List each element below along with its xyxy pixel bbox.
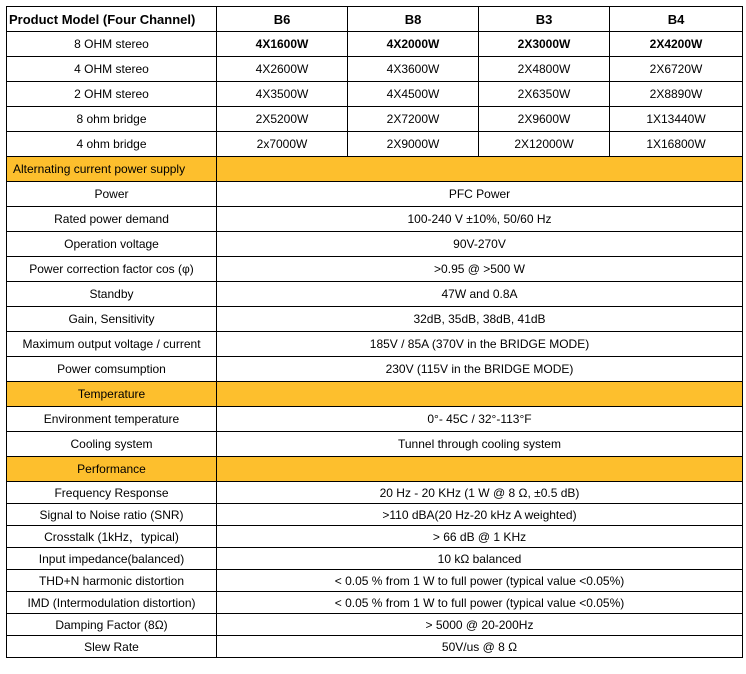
row-label: THD+N harmonic distortion	[7, 570, 217, 592]
spec-table	[6, 6, 743, 658]
table-row	[7, 182, 743, 207]
table-row	[7, 592, 743, 614]
model-b3: B3	[479, 7, 610, 32]
cell-value: 2X6720W	[610, 57, 743, 82]
table-row	[7, 570, 743, 592]
section-fill	[217, 382, 743, 407]
section-header-ac-power	[7, 157, 743, 182]
model-b4: B4	[610, 7, 743, 32]
cell-value: 2X6350W	[479, 82, 610, 107]
cell-value: 4X2600W	[217, 57, 348, 82]
cell-value: 2X7200W	[348, 107, 479, 132]
cell-value: 2x7000W	[217, 132, 348, 157]
model-label: Product Model (Four Channel)	[7, 7, 217, 32]
row-value: 100-240 V ±10%, 50/60 Hz	[217, 207, 743, 232]
row-value: >0.95 @ >500 W	[217, 257, 743, 282]
row-value: > 5000 @ 20-200Hz	[217, 614, 743, 636]
row-label: Slew Rate	[7, 636, 217, 658]
row-label: Maximum output voltage / current	[7, 332, 217, 357]
section-fill	[217, 157, 743, 182]
section-header-temperature	[7, 382, 743, 407]
row-label: 4 ohm bridge	[7, 132, 217, 157]
cell-value: 2X12000W	[479, 132, 610, 157]
row-value: 90V-270V	[217, 232, 743, 257]
row-value: >110 dBA(20 Hz-20 kHz A weighted)	[217, 504, 743, 526]
table-row	[7, 82, 743, 107]
table-row	[7, 614, 743, 636]
row-label: Standby	[7, 282, 217, 307]
row-label: Crosstalk (1kHz，typical)	[7, 526, 217, 548]
row-value: PFC Power	[217, 182, 743, 207]
row-label: Power correction factor cos (φ)	[7, 257, 217, 282]
row-value: 230V (115V in the BRIDGE MODE)	[217, 357, 743, 382]
row-label: Damping Factor (8Ω)	[7, 614, 217, 636]
table-row	[7, 504, 743, 526]
row-label: 8 ohm bridge	[7, 107, 217, 132]
row-value: > 66 dB @ 1 KHz	[217, 526, 743, 548]
row-label: Input impedance(balanced)	[7, 548, 217, 570]
row-label: 8 OHM stereo	[7, 32, 217, 57]
table-row	[7, 132, 743, 157]
row-value: 20 Hz - 20 KHz (1 W @ 8 Ω, ±0.5 dB)	[217, 482, 743, 504]
model-b6: B6	[217, 7, 348, 32]
section-title: Performance	[7, 457, 217, 482]
row-label: Gain, Sensitivity	[7, 307, 217, 332]
cell-value: 4X2000W	[348, 32, 479, 57]
cell-value: 2X9000W	[348, 132, 479, 157]
table-row	[7, 282, 743, 307]
row-value: 185V / 85A (370V in the BRIDGE MODE)	[217, 332, 743, 357]
row-label: 2 OHM stereo	[7, 82, 217, 107]
row-label: Rated power demand	[7, 207, 217, 232]
table-row	[7, 207, 743, 232]
cell-value: 2X4800W	[479, 57, 610, 82]
table-row	[7, 107, 743, 132]
table-row	[7, 232, 743, 257]
table-row	[7, 307, 743, 332]
cell-value: 2X3000W	[479, 32, 610, 57]
table-row	[7, 526, 743, 548]
cell-value: 2X4200W	[610, 32, 743, 57]
cell-value: 2X5200W	[217, 107, 348, 132]
row-label: Signal to Noise ratio (SNR)	[7, 504, 217, 526]
table-row	[7, 482, 743, 504]
table-row	[7, 636, 743, 658]
table-row	[7, 57, 743, 82]
row-label: Cooling system	[7, 432, 217, 457]
row-value: 32dB, 35dB, 38dB, 41dB	[217, 307, 743, 332]
section-title: Alternating current power supply	[7, 157, 217, 182]
cell-value: 4X1600W	[217, 32, 348, 57]
row-label: Power comsumption	[7, 357, 217, 382]
row-label: Power	[7, 182, 217, 207]
table-row	[7, 548, 743, 570]
cell-value: 1X13440W	[610, 107, 743, 132]
model-b8: B8	[348, 7, 479, 32]
cell-value: 4X3600W	[348, 57, 479, 82]
table-row	[7, 407, 743, 432]
row-label: Operation voltage	[7, 232, 217, 257]
row-value: 0°- 45C / 32°-113°F	[217, 407, 743, 432]
row-value: 47W and 0.8A	[217, 282, 743, 307]
row-label: IMD (Intermodulation distortion)	[7, 592, 217, 614]
cell-value: 1X16800W	[610, 132, 743, 157]
table-row	[7, 357, 743, 382]
table-row	[7, 257, 743, 282]
cell-value: 2X9600W	[479, 107, 610, 132]
section-header-performance	[7, 457, 743, 482]
table-row	[7, 332, 743, 357]
cell-value: 4X4500W	[348, 82, 479, 107]
cell-value: 2X8890W	[610, 82, 743, 107]
header-row	[7, 7, 743, 32]
section-title: Temperature	[7, 382, 217, 407]
row-value: 50V/us @ 8 Ω	[217, 636, 743, 658]
cell-value: 4X3500W	[217, 82, 348, 107]
row-label: 4 OHM stereo	[7, 57, 217, 82]
row-label: Frequency Response	[7, 482, 217, 504]
row-value: 10 kΩ balanced	[217, 548, 743, 570]
row-value: < 0.05 % from 1 W to full power (typical value <0.05%)	[217, 570, 743, 592]
table-row	[7, 32, 743, 57]
table-row	[7, 432, 743, 457]
row-label: Environment temperature	[7, 407, 217, 432]
row-value: Tunnel through cooling system	[217, 432, 743, 457]
row-value: < 0.05 % from 1 W to full power (typical value <0.05%)	[217, 592, 743, 614]
section-fill	[217, 457, 743, 482]
